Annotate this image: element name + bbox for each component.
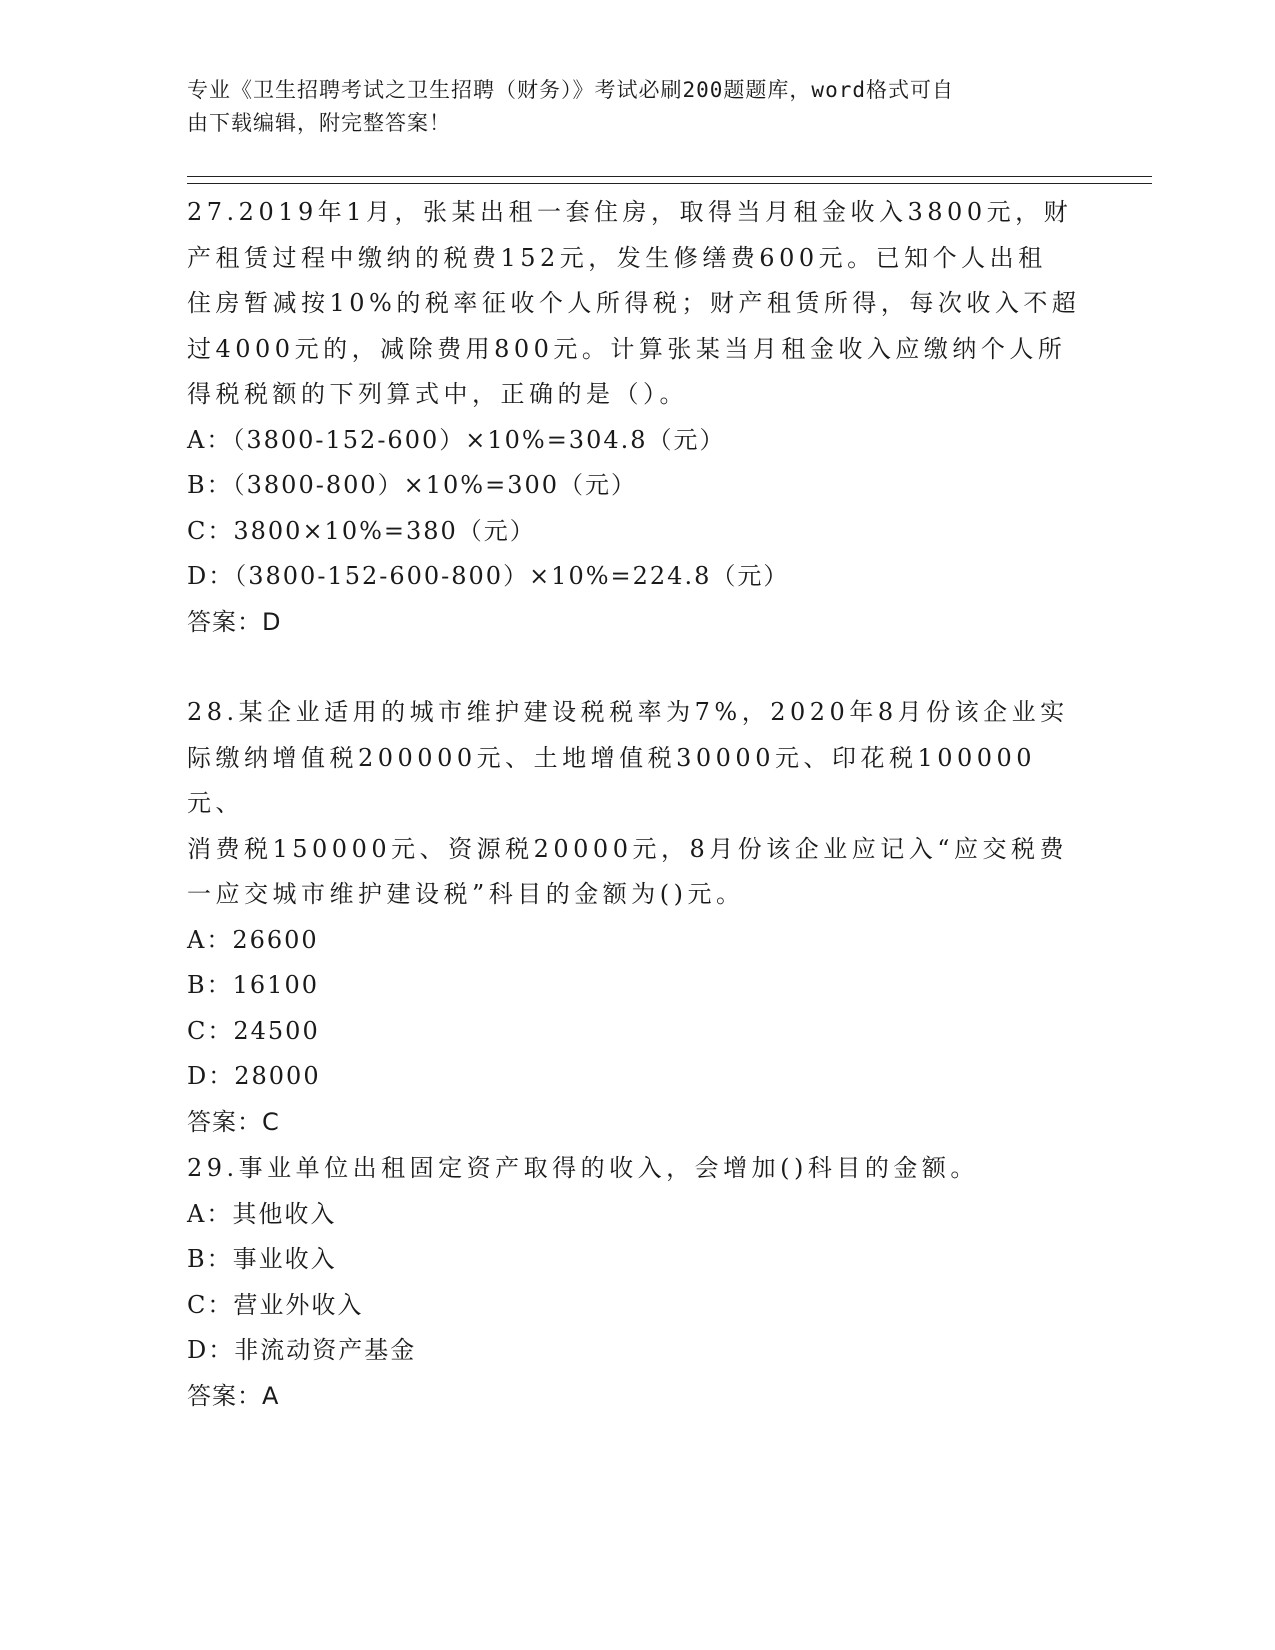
answer-line: 答案：A bbox=[187, 1381, 280, 1410]
option-d: D：（3800-152-600-800）×10%=224.8（元） bbox=[187, 562, 790, 590]
answer-line: 答案：D bbox=[187, 607, 282, 636]
option-d: D：非流动资产基金 bbox=[187, 1336, 417, 1364]
question-27 bbox=[187, 190, 1087, 645]
header-line-1: 专业《卫生招聘考试之卫生招聘（财务）》考试必刷200题题库，word格式可自 bbox=[187, 78, 954, 102]
question-line: 得税税额的下列算式中，正确的是（）。 bbox=[187, 380, 688, 408]
header-divider-bottom bbox=[187, 183, 1152, 184]
answer-line: 答案：C bbox=[187, 1107, 280, 1136]
question-line: 住房暂减按10%的税率征收个人所得税；财产租赁所得，每次收入不超 bbox=[187, 289, 1081, 317]
option-c: C：3800×10%=380（元） bbox=[187, 516, 536, 545]
question-line: 29.事业单位出租固定资产取得的收入，会增加()科目的金额。 bbox=[187, 1154, 979, 1182]
option-a: A：26600 bbox=[187, 925, 319, 954]
question-28 bbox=[187, 690, 1087, 1145]
question-line: 过4000元的，减除费用800元。计算张某当月租金收入应缴纳个人所 bbox=[187, 334, 1067, 363]
question-line: 一应交城市维护建设税”科目的金额为()元。 bbox=[187, 880, 745, 908]
question-29 bbox=[187, 1146, 1087, 1419]
option-b: B：16100 bbox=[187, 971, 319, 999]
option-d: D：28000 bbox=[187, 1062, 321, 1090]
question-line: 产租赁过程中缴纳的税费152元，发生修缮费600元。已知个人出租 bbox=[187, 243, 1047, 272]
option-a: A：（3800-152-600）×10%=304.8（元） bbox=[187, 425, 726, 454]
document-header bbox=[187, 74, 1067, 140]
header-line-2: 由下载编辑，附完整答案！ bbox=[187, 111, 451, 135]
option-b: B：事业收入 bbox=[187, 1245, 337, 1273]
option-b: B：（3800-800）×10%=300（元） bbox=[187, 471, 638, 499]
option-c: C：24500 bbox=[187, 1016, 320, 1045]
question-line: 27.2019年1月，张某出租一套住房，取得当月租金收入3800元，财 bbox=[187, 198, 1073, 226]
option-c: C：营业外收入 bbox=[187, 1290, 364, 1319]
question-line: 际缴纳增值税200000元、土地增值税30000元、印花税100000元、 bbox=[187, 743, 1037, 817]
question-line: 28.某企业适用的城市维护建设税税率为7%，2020年8月份该企业实 bbox=[187, 698, 1069, 726]
question-line: 消费税150000元、资源税20000元，8月份该企业应记入“应交税费 bbox=[187, 834, 1069, 863]
header-divider-top bbox=[187, 176, 1152, 177]
option-a: A：其他收入 bbox=[187, 1199, 337, 1228]
